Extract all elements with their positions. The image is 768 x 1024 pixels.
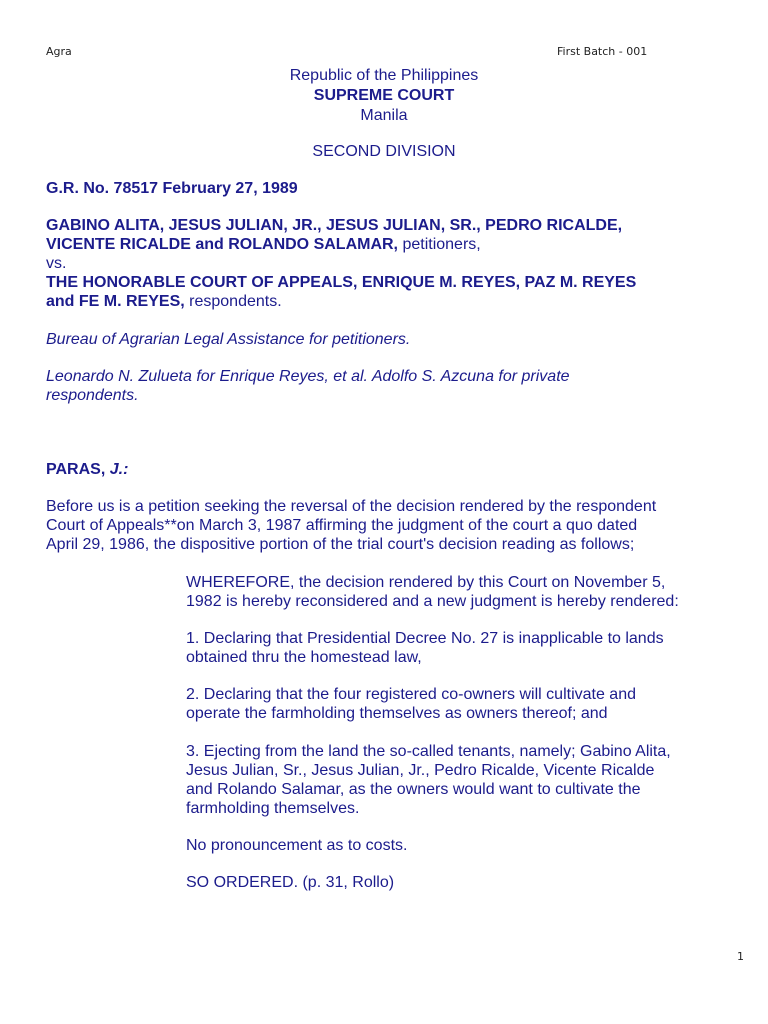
ponente-title: J.:: [109, 461, 129, 478]
intro-line-2: Court of Appeals**on March 3, 1987 affirming the judgment of the court a quo dated: [46, 517, 638, 534]
quote-item3-line-2: Jesus Julian, Sr., Jesus Julian, Jr., Pedro Ricalde, Vicente Ricalde: [186, 762, 655, 779]
case-number: G.R. No. 78517 February 27, 1989: [46, 180, 298, 197]
quote-item2-line-2: operate the farmholding themselves as owners thereof; and: [186, 705, 608, 722]
quote-wherefore-line-1: WHEREFORE, the decision rendered by this Court on November 5,: [186, 574, 666, 591]
quote-item3-line-4: farmholding themselves.: [186, 800, 360, 817]
petitioners-role: petitioners,: [402, 236, 481, 253]
header-right-label: First Batch - 001: [557, 45, 648, 58]
quote-item2-line-1: 2. Declaring that the four registered co-owners will cultivate and: [186, 686, 636, 703]
ponente-label: [46, 460, 128, 479]
quote-wherefore-line-2: 1982 is hereby reconsidered and a new judgment is hereby rendered:: [186, 593, 679, 610]
quote-item1-line-1: 1. Declaring that Presidential Decree No. 27 is inapplicable to lands: [186, 630, 664, 647]
division-heading: SECOND DIVISION: [312, 143, 456, 160]
intro-line-3: April 29, 1986, the dispositive portion of the trial court's decision reading as follows;: [46, 536, 635, 553]
quote-item3-line-1: 3. Ejecting from the land the so-called tenants, namely; Gabino Alita,: [186, 743, 671, 760]
republic-heading: Republic of the Philippines: [289, 67, 479, 84]
respondents-line-2: [46, 292, 282, 311]
counsel-respondents-line-2: respondents.: [46, 387, 139, 404]
versus-label: vs.: [46, 255, 67, 272]
quote-item1-line-2: obtained thru the homestead law,: [186, 649, 422, 666]
header-left-label: Agra: [46, 45, 72, 58]
petitioners-line-2: [46, 235, 481, 254]
respondents-line-1: THE HONORABLE COURT OF APPEALS, ENRIQUE M. REYES, PAZ M. REYES: [46, 274, 637, 291]
quote-ordered: SO ORDERED. (p. 31, Rollo): [186, 874, 395, 891]
city-heading: Manila: [360, 107, 408, 124]
petitioners-names: VICENTE RICALDE and ROLANDO SALAMAR,: [46, 236, 398, 253]
petitioners-line-1: GABINO ALITA, JESUS JULIAN, JR., JESUS JULIAN, SR., PEDRO RICALDE,: [46, 217, 623, 234]
page-number: 1: [737, 950, 744, 963]
counsel-respondents-line-1: Leonardo N. Zulueta for Enrique Reyes, et al. Adolfo S. Azcuna for private: [46, 368, 570, 385]
counsel-petitioners: Bureau of Agrarian Legal Assistance for petitioners.: [46, 331, 411, 348]
court-heading: SUPREME COURT: [313, 87, 455, 104]
respondents-names: and FE M. REYES,: [46, 293, 185, 310]
ponente-name: PARAS,: [46, 461, 110, 478]
intro-line-1: Before us is a petition seeking the reversal of the decision rendered by the respondent: [46, 498, 657, 515]
respondents-role: respondents.: [189, 293, 282, 310]
quote-costs: No pronouncement as to costs.: [186, 837, 408, 854]
quote-item3-line-3: and Rolando Salamar, as the owners would want to cultivate the: [186, 781, 641, 798]
